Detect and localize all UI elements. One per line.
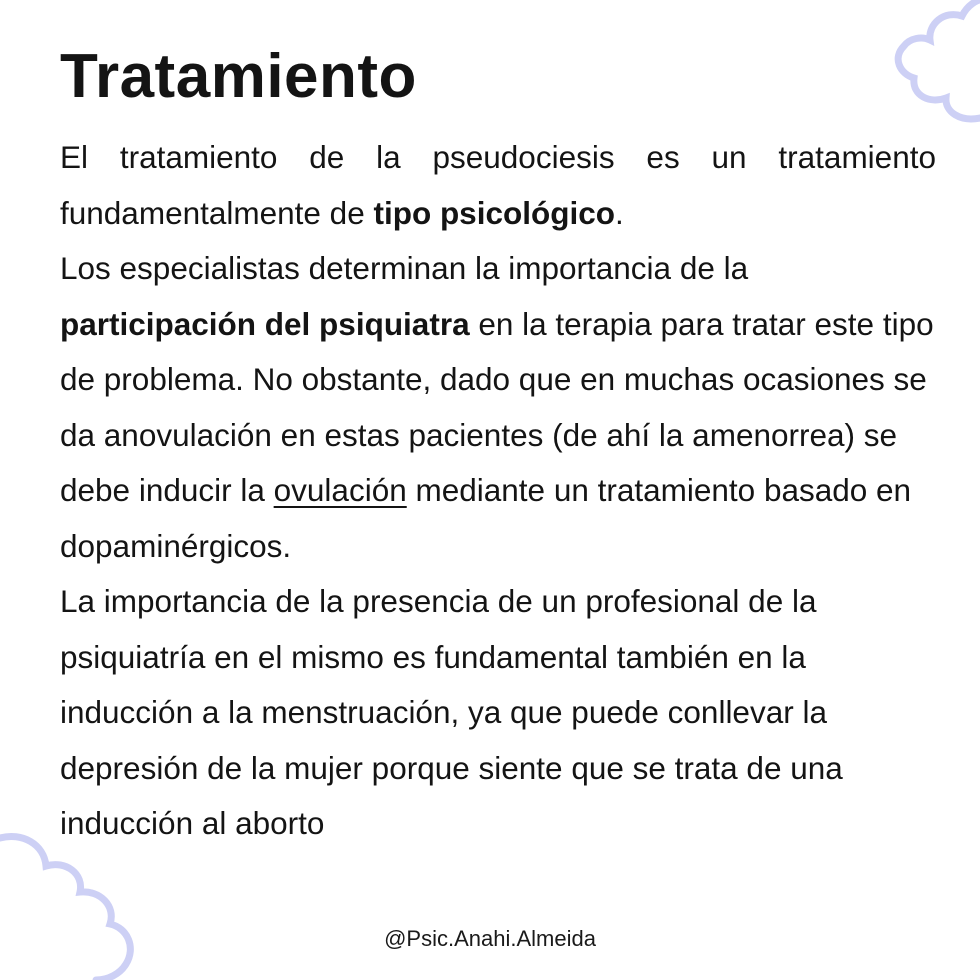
author-handle: @Psic.Anahi.Almeida [384, 926, 596, 951]
bold-phrase: tipo psicológico [373, 194, 615, 231]
underlined-word: ovulación [273, 472, 407, 508]
paragraph-3: La importancia de la presencia de un profesional de la psiquiatría en el mismo es fundamental también en la inducción a la menstruación, ya que puede conllevar la depresión de la mujer porque siente que se trata de una inducción al aborto [60, 583, 843, 841]
bold-phrase: participación del psiquiatra [60, 305, 470, 342]
page-title: Tratamiento [60, 42, 417, 111]
cloud-decoration-top-icon [860, 0, 980, 130]
paragraph-2: Los especialistas determinan la importancia de la participación del psiquiatra en la terapia para tratar este tipo de problema. No obstante, dado que en muchas ocasiones se da anovulación en estas pacientes (de ahí la amenorrea) se debe inducir la ovulación mediante un tratamiento basado en dopaminérgicos. [60, 250, 934, 564]
body-text [60, 130, 936, 852]
cloud-decoration-bottom-icon [0, 830, 150, 980]
paragraph-1: El tratamiento de la pseudociesis es un tratamiento fundamentalmente de tipo psicológico. [60, 139, 936, 231]
